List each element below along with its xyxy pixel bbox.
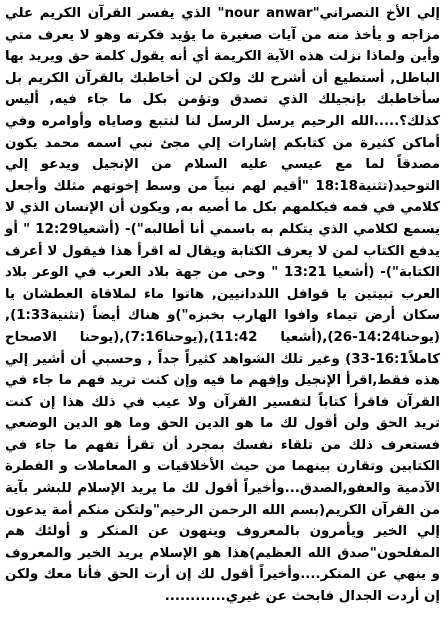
document-body-text: إلي الأخ النصراني"nour anwar" الذي يفسر القرآن الكريم علي مزاجه و يأخذ منه من آيات صغيرة ما يؤيد فكرته وهو لا يعرف متي وأين ولماذا نزلت هذه الآية الكريمة أي أنه يقول كلمة حق ويريد بها الباطل, أستطيع أن أشرح لك ولكن لن أخاطبك بالقرآن الكريم بل سأخاطبك بإنجيلك الذي تصدق وتؤمن بكل ما جاء فيه, أليس كذلك؟.....الله الرحيم يرسل الرسل لنا لنتبع وصاياه وأوامره وفي أماكن كثيرة من كتابكم إشارات إلي مجئ نبي اسمه محمد يكون مصدقاً لما مع عيسي عليه السلام من الإنجيل ويدعو إلي التوحيد(تثنية18:18 "أقيم لهم نبياً من وسط إخوتهم مثلك وأجعل كلامي في فمه فيكلمهم بكل ما أصيه به, ويكون أن الإنسان الذي لا يسمع لكلامي الذي يتكلم به باسمي أنا أطالبه")- (أشعيا12:29 " أو يدفع الكتاب لمن لا يعرف الكتابة ويقال له اقرأ هذا فيقول لا أعرف الكتابة")- (أشعيا 13:21 " وحى من جهة بلاد العرب في الوعر بلاد العرب تبيتين يا قوافل اللددانيين, هاتوا ماء لملاقاة العطشان يا سكان أرض تيماء وافوا الهارب بخبزه")و هناك أيضاً (تثنية1:33),(يوحنا14:24-26),(أشعيا 11:42),(يوحنا7:16),(يوحنا الاصحاح كاملاً16:1-33) وغير تلك الشواهد كثيراً جداً , وحسبي أن أشير إلي هذه فقط,اقرأ الإنجيل وإفهم ما فيه وإن كنت تريد فهم ما جاء في القرآن فاقرأ كتاباً لتفسير القرآن ولا عيب في ذلك هذا إن كنت تريد الحق ولن أقول لك ما هو الدين الحق وما هو الدين الوضعي فستعرف ذلك من تلقاء نفسك بمجرد أن تقرأ تفهم ما جاء في الكتابين وتقارن بينهما من حيث الأخلاقيات و المعاملات و الفطرة الآدمية والعفو,الصدق...وأخيراً أقول لك ما يريد الإسلام للبشر بآية من القرآن الكريم(بسم الله الرحمن الرحيم"ولتكن منكم أمة يدعون إلي الخير ويأمرون بالمعروف وينهون عن المنكر و أولئك هم المفلحون"صدق الله العظيم)هذا هو الإسلام يريد الخير والمعروف و ينهي عن المنكر....وأخيراً أقول لك إن أرت الحق فأنا معك ولكن إن أردت الجدال فابحث عن غيري............ <box>5 6 440 605</box>
